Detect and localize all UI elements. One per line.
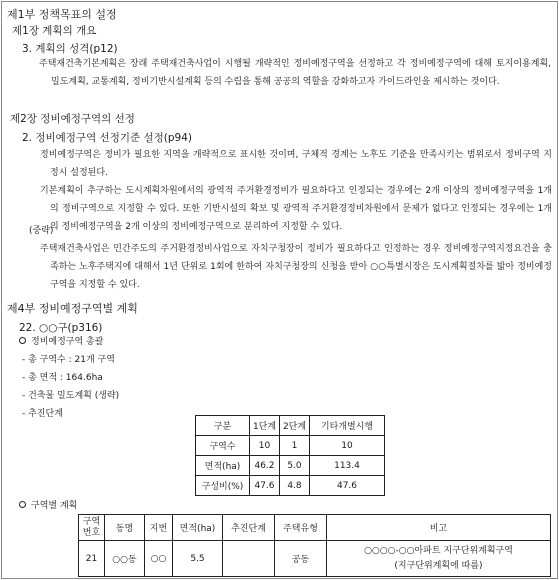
circle-bullet-icon <box>19 337 26 344</box>
table-header-cell: 동명 <box>105 515 145 541</box>
table-cell: 47.6 <box>250 476 280 496</box>
table-cell: 10 <box>310 436 385 456</box>
omission-mark: (중략) <box>29 226 54 236</box>
table-row <box>196 476 385 496</box>
table-header-cell: 기타개별시행 <box>310 416 385 436</box>
part1-title: 제1부 정책목표의 설정 <box>7 8 117 21</box>
table-header-cell: 2단계 <box>280 416 310 436</box>
document-page <box>1 1 558 579</box>
section2-title: 2. 정비예정구역 선정기준 설정(p94) <box>22 132 192 144</box>
chapter2-title: 제2장 정비예정구역의 선정 <box>10 113 135 125</box>
table-header-cell: 주택유형 <box>275 515 327 541</box>
section3-title: 3. 계획의 성격(p12) <box>22 43 118 55</box>
summary-heading <box>19 333 103 351</box>
table-header-row <box>79 515 551 541</box>
circle-bullet-icon <box>19 501 26 508</box>
table-cell: ○○○○-○○아파트 지구단위계획구역 (지구단위계획에 따름) <box>327 541 551 577</box>
table-header-cell: 추진단계 <box>223 515 275 541</box>
table-row <box>196 436 385 456</box>
summary-item: - 총 면적 : 164.6ha <box>22 373 103 383</box>
paragraph-2: 기본계획이 추구하는 도시계획차원에서의 광역적 주거환경정비가 필요하다고 인정되는 경우에는 2개 이상의 정비예정구역을 1개의 정비구역으로 지정할 수 있다. 또한 기반시설의 확보 및 광역적 주거환경정비차원에서 문제가 없다고 인정되는 경우에는 1개의 정비예정구역을 2개 이상의 정비예정구역으로 분리하여 지정할 수 있다. <box>40 186 552 232</box>
zone-table <box>78 514 551 577</box>
paragraph-3: 주택재건축사업은 민간주도의 주거환경정비사업으로 자치구청장이 정비가 필요하다고 인정하는 경우 정비예정구역지정요건을 충족하는 노후주택지에 대해서 1년 단위로 1회에 한하여 자치구청장의 신청을 받아 ○○특별시장은 도시계획절차를 밟아 정비예정구역을 지정할 수 있다. <box>40 244 552 290</box>
summary-title: 정비예정구역 총괄 <box>31 337 104 347</box>
table-cell: 1 <box>280 436 310 456</box>
table-cell: 5.5 <box>173 541 223 577</box>
table-row <box>196 456 385 476</box>
stage-table <box>195 415 385 496</box>
table-header-row <box>196 416 385 436</box>
table-cell: 구성비(%) <box>196 476 250 496</box>
chapter1-title: 제1장 계획의 개요 <box>12 25 97 37</box>
table-header-cell: 면적(ha) <box>173 515 223 541</box>
table-header-cell: 구역 번호 <box>79 515 105 541</box>
table-header-cell: 지번 <box>145 515 173 541</box>
paragraph-1: 정비예정구역은 정비가 필요한 지역을 개략적으로 표시한 것이며, 구체적 경계는 노후도 기준을 만족시키는 범위로서 정비구역 지정시 설정된다. <box>40 150 552 178</box>
part4-title: 제4부 정비예정구역별 계획 <box>7 302 138 315</box>
table-cell: 21 <box>79 541 105 577</box>
table-cell: 공동 <box>275 541 327 577</box>
table-cell: 5.0 <box>280 456 310 476</box>
section3-paragraph: 주택재건축기본계획은 장래 주택재건축사업이 시행될 개략적인 정비예정구역을 선정하고 각 정비예정구역에 대해 토지이용계획, 밀도계획, 교통계획, 정비기반시설계획 등의 수립을 통해 공공의 역할을 강화하고자 가이드라인을 제시하는 것이다. <box>39 59 551 87</box>
district-title: 22. ○○구(p316) <box>19 322 103 334</box>
table-cell: 면적(ha) <box>196 456 250 476</box>
table-row <box>79 541 551 577</box>
zone-plan-heading <box>19 497 77 515</box>
table-cell: 46.2 <box>250 456 280 476</box>
summary-item: - 건축물 밀도계획 (생략) <box>22 391 120 401</box>
table-cell: ○○ <box>145 541 173 577</box>
table-cell: 113.4 <box>310 456 385 476</box>
summary-item: - 추진단계 <box>22 409 63 419</box>
zone-plan-title: 구역별 계획 <box>31 501 78 511</box>
table-cell: 4.8 <box>280 476 310 496</box>
table-cell: 47.6 <box>310 476 385 496</box>
table-header-cell: 1단계 <box>250 416 280 436</box>
table-header-cell: 구분 <box>196 416 250 436</box>
table-header-cell: 비고 <box>327 515 551 541</box>
table-cell: 구역수 <box>196 436 250 456</box>
table-cell: 10 <box>250 436 280 456</box>
table-cell: ○○동 <box>105 541 145 577</box>
summary-item: - 총 구역수 : 21개 구역 <box>22 355 115 365</box>
table-cell <box>223 541 275 577</box>
